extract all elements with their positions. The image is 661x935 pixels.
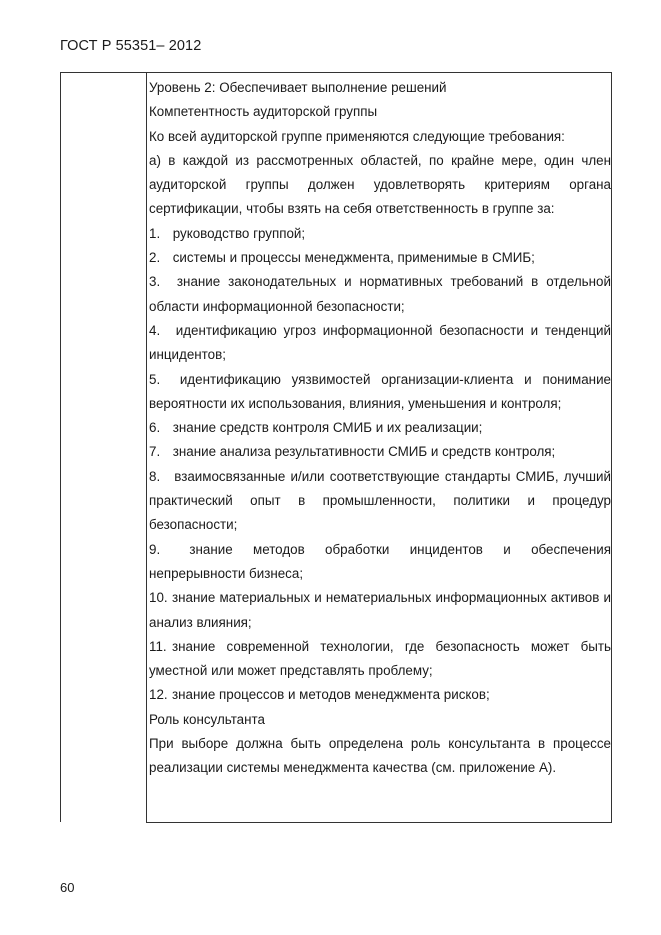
consultant-heading: Роль консультанта — [149, 711, 265, 727]
list-item: 10. знание материальных и нематериальных информационных активов и анализ влияния; — [149, 590, 611, 630]
table-left-border — [60, 72, 61, 822]
list-item: 9. знание методов обработки инцидентов и обеспечения непрерывности бизнеса; — [149, 541, 611, 581]
list-item: 6. знание средств контроля СМИБ и их реализации; — [149, 420, 483, 436]
table-column-divider — [146, 72, 147, 823]
list-item: 5. идентификацию уязвимостей организации-клиента и понимание вероятности их использования, влияния, уменьшения и контроля; — [149, 371, 611, 411]
page-number: 60 — [60, 880, 75, 895]
table-bottom-border — [146, 822, 612, 823]
list-item: 3. знание законодательных и нормативных требований в отдельной области информационной безопасности; — [149, 274, 611, 314]
list-item: 11. знание современной технологии, где безопасность может быть уместной или может представлять проблему; — [149, 638, 611, 679]
table-top-border — [60, 72, 611, 73]
list-item: 2. системы и процессы менеджмента, применимые в СМИБ; — [149, 250, 535, 266]
list-item: 12. знание процессов и методов менеджмента рисков; — [149, 687, 490, 703]
table-content-cell — [149, 76, 611, 781]
list-item: 4. идентификацию угроз информационной безопасности и тенденций инцидентов; — [149, 322, 611, 363]
requirements-intro: Ко всей аудиторской группе применяются следующие требования: — [149, 128, 565, 144]
consultant-text: При выборе должна быть определена роль консультанта в процессе реализации системы менеджмента качества (см. приложение А). — [149, 736, 611, 776]
list-item: 8. взаимосвязанные и/или соответствующие стандарты СМИБ, лучший практический опыт в промышленности, политики и процедур безопасности; — [149, 468, 611, 533]
list-item: 1. руководство группой; — [149, 225, 306, 241]
level-line: Уровень 2: Обеспечивает выполнение решений — [149, 80, 447, 95]
competence-heading: Компетентность аудиторской группы — [149, 104, 378, 120]
item-a: а) в каждой из рассмотренных областей, по крайне мере, один член аудиторской группы должен удовлетворять критериям органа сертификации, чтобы взять на себя ответственность в группе за: — [149, 152, 611, 217]
table-right-border — [611, 72, 612, 823]
list-item: 7. знание анализа результативности СМИБ и средств контроля; — [149, 444, 556, 460]
document-header: ГОСТ Р 55351– 2012 — [60, 38, 202, 54]
